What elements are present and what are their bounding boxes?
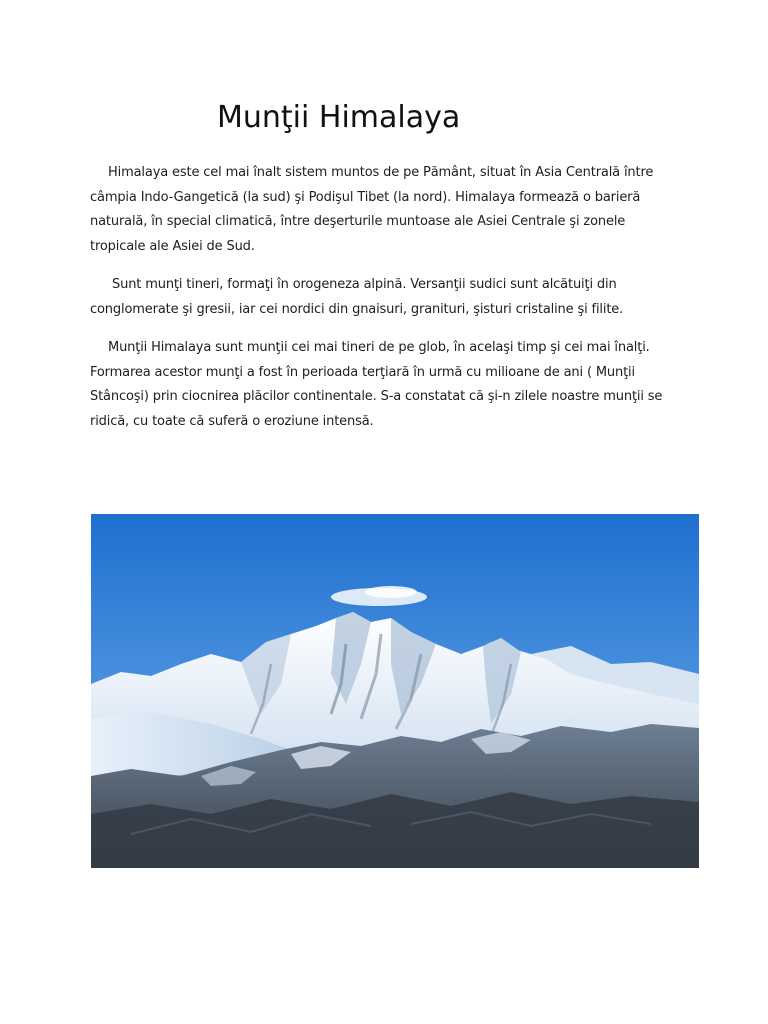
mountain-photo [91,514,699,868]
paragraph-1-text: Himalaya este cel mai înalt sistem muntos de pe Pământ, situat în Asia Centrală între câmpia Indo-Gangetică (la sud) şi Podişul Tibet (la nord). Himalaya formează o barieră naturală, în special climatică, între deşerturile muntoase ale Asiei Centrale şi zonele tropicale ale Asiei de Sud. [90,165,654,254]
mountain-photo-icon [91,514,699,868]
paragraph-1 [90,161,680,259]
paragraph-2 [90,273,680,322]
paragraph-2-text: Sunt munţi tineri, formaţi în orogeneza alpină. Versanţii sudici sunt alcătuiţi din conglomerate şi gresii, iar cei nordici din gnaisuri, granituri, şisturi cristaline şi filite. [90,277,624,317]
paragraph-3-text: Munţii Himalaya sunt munţii cei mai tineri de pe glob, în acelaşi timp şi cei mai înalţi. Formarea acestor munţi a fost în perioada terţiară în urmă cu milioane de ani ( Munţii Stâncoşi) prin ciocnirea plăcilor continentale. S-a constatat că şi-n zilele noastre munţii se ridică, cu toate că suferă o eroziune intensă. [90,340,663,429]
page-title: Munţii Himalaya [217,100,461,135]
paragraph-3 [90,336,680,434]
body-text [90,161,680,448]
